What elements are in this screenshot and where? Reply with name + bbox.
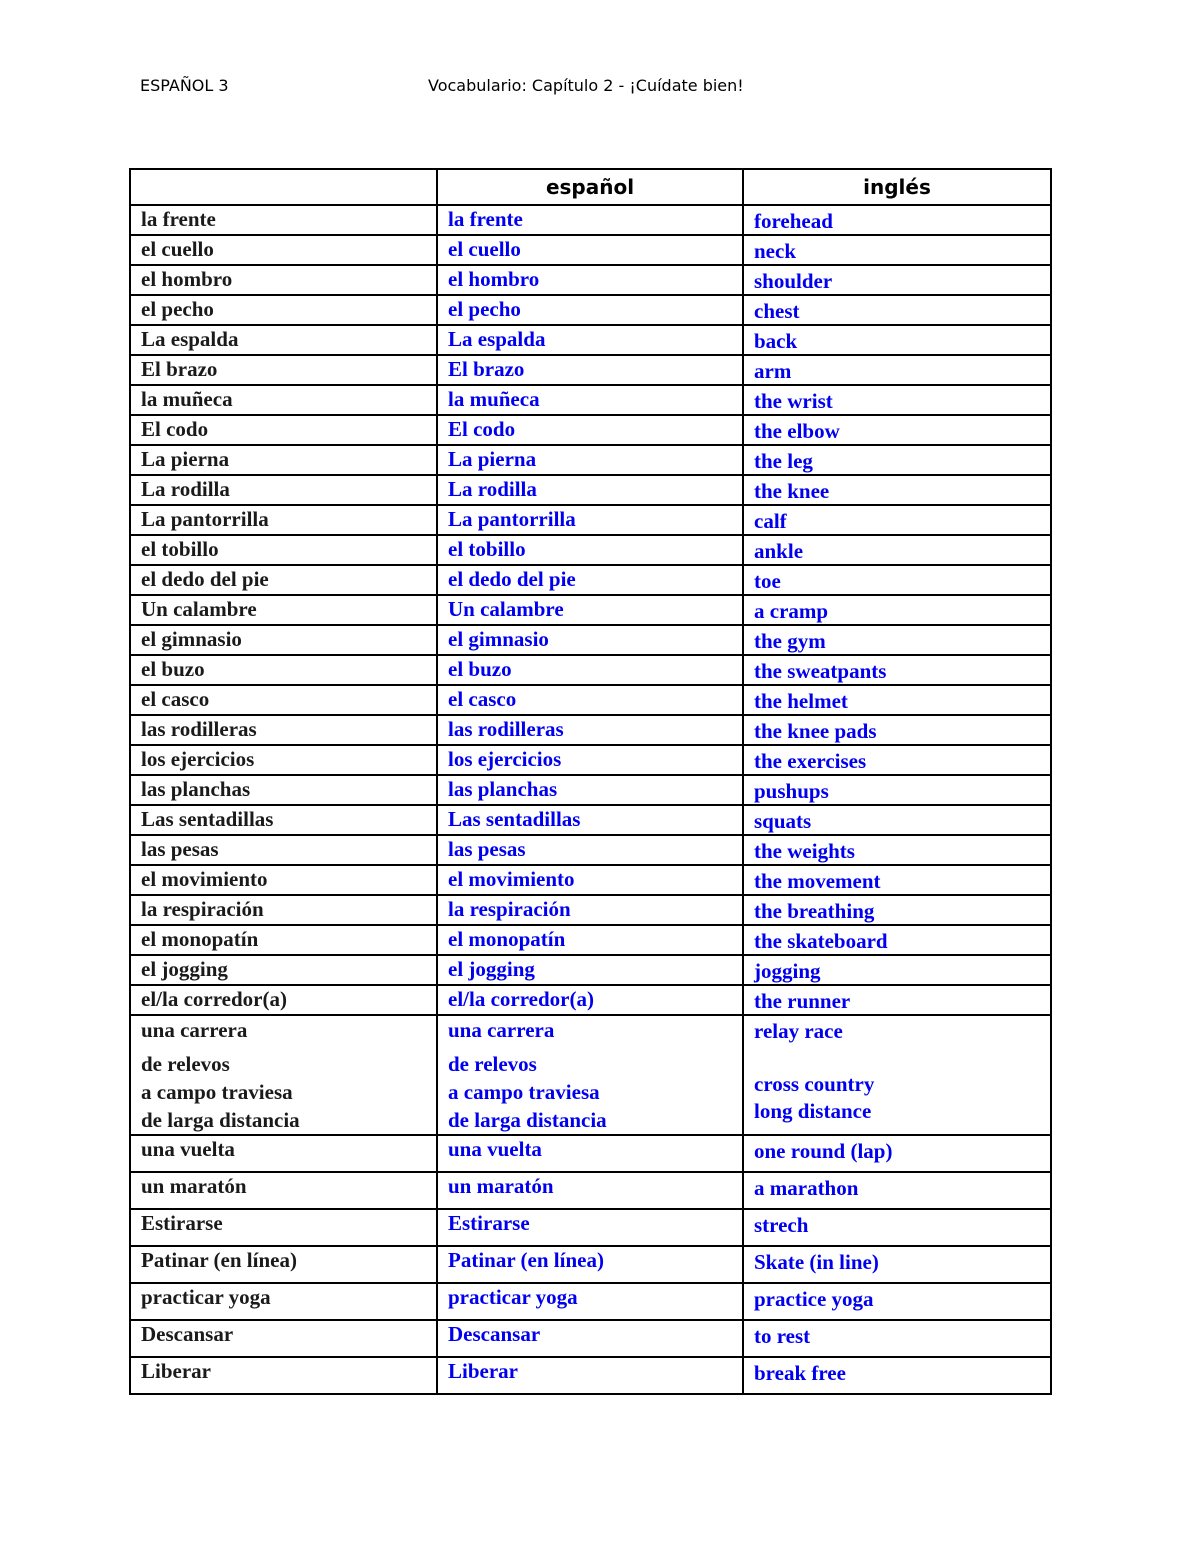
cell-term: el tobillo	[130, 535, 437, 565]
cell-english: the wrist	[743, 385, 1051, 415]
table-row	[130, 325, 1051, 355]
cell-spanish: La pantorrilla	[437, 505, 743, 535]
cell-english: Skate (in line)	[743, 1246, 1051, 1283]
table-row	[130, 955, 1051, 985]
table-row	[130, 415, 1051, 445]
cell-term: la respiración	[130, 895, 437, 925]
table-row	[130, 715, 1051, 745]
cell-english: squats	[743, 805, 1051, 835]
column-header-term	[130, 169, 437, 205]
table-row	[130, 565, 1051, 595]
cell-english: practice yoga	[743, 1283, 1051, 1320]
cell-spanish: las pesas	[437, 835, 743, 865]
cell-spanish: El brazo	[437, 355, 743, 385]
course-title: ESPAÑOL 3	[140, 76, 229, 95]
table-row	[130, 295, 1051, 325]
cell-english: calf	[743, 505, 1051, 535]
table-row	[130, 1246, 1051, 1283]
cell-spanish: un maratón	[437, 1172, 743, 1209]
cell-spanish: La pierna	[437, 445, 743, 475]
cell-english: the knee pads	[743, 715, 1051, 745]
cell-term: el movimiento	[130, 865, 437, 895]
race-english-line: cross country	[754, 1072, 875, 1096]
cell-spanish: el pecho	[437, 295, 743, 325]
table-row	[130, 805, 1051, 835]
cell-english: ankle	[743, 535, 1051, 565]
table-row-race	[130, 1015, 1051, 1135]
table-row	[130, 625, 1051, 655]
cell-term: El codo	[130, 415, 437, 445]
race-spanish-line: de relevos	[448, 1052, 537, 1076]
cell-term: el casco	[130, 685, 437, 715]
cell-term: la frente	[130, 205, 437, 235]
cell-english: back	[743, 325, 1051, 355]
race-english-line: long distance	[754, 1099, 872, 1123]
cell-term: La espalda	[130, 325, 437, 355]
cell-spanish: Las sentadillas	[437, 805, 743, 835]
cell-spanish: las planchas	[437, 775, 743, 805]
cell-term: El brazo	[130, 355, 437, 385]
table-row	[130, 895, 1051, 925]
column-header-spanish: español	[437, 169, 743, 205]
race-spanish-line: una carrera	[448, 1018, 555, 1042]
cell-term: Descansar	[130, 1320, 437, 1357]
cell-term: los ejercicios	[130, 745, 437, 775]
cell-spanish: una vuelta	[437, 1135, 743, 1172]
table-row	[130, 1283, 1051, 1320]
table-row	[130, 505, 1051, 535]
table-row	[130, 865, 1051, 895]
cell-english: shoulder	[743, 265, 1051, 295]
cell-term: el hombro	[130, 265, 437, 295]
cell-term: Estirarse	[130, 1209, 437, 1246]
cell-spanish: Estirarse	[437, 1209, 743, 1246]
table-row	[130, 595, 1051, 625]
page-header	[0, 72, 1200, 102]
cell-english: chest	[743, 295, 1051, 325]
cell-term: Liberar	[130, 1357, 437, 1394]
cell-term: La rodilla	[130, 475, 437, 505]
race-spanish-line: de larga distancia	[448, 1108, 607, 1132]
race-term-line: a campo traviesa	[141, 1080, 293, 1104]
column-header-english: inglés	[743, 169, 1051, 205]
cell-term: las pesas	[130, 835, 437, 865]
cell-term: La pierna	[130, 445, 437, 475]
race-term-line: una carrera	[141, 1018, 248, 1042]
document-title: Vocabulario: Capítulo 2 - ¡Cuídate bien!	[428, 76, 744, 95]
cell-term-race	[130, 1015, 437, 1135]
cell-english: pushups	[743, 775, 1051, 805]
cell-english: toe	[743, 565, 1051, 595]
cell-english: forehead	[743, 205, 1051, 235]
cell-spanish: practicar yoga	[437, 1283, 743, 1320]
table-row	[130, 835, 1051, 865]
cell-spanish: las rodilleras	[437, 715, 743, 745]
race-english-line: relay race	[754, 1019, 843, 1043]
cell-english: the sweatpants	[743, 655, 1051, 685]
cell-spanish: Liberar	[437, 1357, 743, 1394]
cell-english: the elbow	[743, 415, 1051, 445]
cell-english: the exercises	[743, 745, 1051, 775]
table-row	[130, 985, 1051, 1015]
cell-spanish: el cuello	[437, 235, 743, 265]
cell-english: a cramp	[743, 595, 1051, 625]
cell-spanish: el movimiento	[437, 865, 743, 895]
cell-spanish: el casco	[437, 685, 743, 715]
cell-term: Las sentadillas	[130, 805, 437, 835]
cell-english: the skateboard	[743, 925, 1051, 955]
table-row	[130, 385, 1051, 415]
cell-spanish: el monopatín	[437, 925, 743, 955]
cell-english: the gym	[743, 625, 1051, 655]
cell-term: un maratón	[130, 1172, 437, 1209]
table-row	[130, 475, 1051, 505]
cell-spanish: El codo	[437, 415, 743, 445]
table-header-row	[130, 169, 1051, 205]
cell-term: el monopatín	[130, 925, 437, 955]
cell-term: el pecho	[130, 295, 437, 325]
table-row	[130, 655, 1051, 685]
cell-english: arm	[743, 355, 1051, 385]
table-row	[130, 1209, 1051, 1246]
table-row	[130, 925, 1051, 955]
cell-spanish: Patinar (en línea)	[437, 1246, 743, 1283]
cell-spanish: el gimnasio	[437, 625, 743, 655]
cell-english: the leg	[743, 445, 1051, 475]
cell-spanish: la respiración	[437, 895, 743, 925]
race-spanish-line: a campo traviesa	[448, 1080, 600, 1104]
cell-term: el cuello	[130, 235, 437, 265]
cell-term: Patinar (en línea)	[130, 1246, 437, 1283]
cell-english: the movement	[743, 865, 1051, 895]
cell-spanish: el hombro	[437, 265, 743, 295]
cell-term: las rodilleras	[130, 715, 437, 745]
cell-term: el jogging	[130, 955, 437, 985]
cell-term: el buzo	[130, 655, 437, 685]
cell-english: neck	[743, 235, 1051, 265]
cell-spanish: el jogging	[437, 955, 743, 985]
race-term-line: de larga distancia	[141, 1108, 300, 1132]
cell-spanish: la muñeca	[437, 385, 743, 415]
cell-spanish: el tobillo	[437, 535, 743, 565]
cell-english: the helmet	[743, 685, 1051, 715]
cell-term: las planchas	[130, 775, 437, 805]
table-row	[130, 685, 1051, 715]
cell-term: una vuelta	[130, 1135, 437, 1172]
cell-english: to rest	[743, 1320, 1051, 1357]
table-row	[130, 1172, 1051, 1209]
table-row	[130, 1320, 1051, 1357]
cell-spanish: La espalda	[437, 325, 743, 355]
cell-spanish: el buzo	[437, 655, 743, 685]
table-row	[130, 445, 1051, 475]
cell-english: one round (lap)	[743, 1135, 1051, 1172]
cell-english: jogging	[743, 955, 1051, 985]
table-row	[130, 1135, 1051, 1172]
cell-term: el gimnasio	[130, 625, 437, 655]
cell-spanish: los ejercicios	[437, 745, 743, 775]
cell-spanish: el/la corredor(a)	[437, 985, 743, 1015]
cell-term: la muñeca	[130, 385, 437, 415]
cell-english: the knee	[743, 475, 1051, 505]
cell-spanish-race	[437, 1015, 743, 1135]
cell-term: Un calambre	[130, 595, 437, 625]
cell-english-race	[743, 1015, 1051, 1135]
cell-english: break free	[743, 1357, 1051, 1394]
cell-spanish: el dedo del pie	[437, 565, 743, 595]
cell-term: el/la corredor(a)	[130, 985, 437, 1015]
cell-english: a marathon	[743, 1172, 1051, 1209]
cell-spanish: la frente	[437, 205, 743, 235]
cell-english: the runner	[743, 985, 1051, 1015]
cell-english: the weights	[743, 835, 1051, 865]
table-row	[130, 235, 1051, 265]
table-row	[130, 205, 1051, 235]
table-row	[130, 355, 1051, 385]
cell-english: the breathing	[743, 895, 1051, 925]
cell-english: strech	[743, 1209, 1051, 1246]
table-row	[130, 535, 1051, 565]
cell-spanish: La rodilla	[437, 475, 743, 505]
table-row	[130, 265, 1051, 295]
table-row	[130, 775, 1051, 805]
cell-term: La pantorrilla	[130, 505, 437, 535]
table-row	[130, 745, 1051, 775]
table-row	[130, 1357, 1051, 1394]
cell-term: practicar yoga	[130, 1283, 437, 1320]
cell-spanish: Descansar	[437, 1320, 743, 1357]
cell-spanish: Un calambre	[437, 595, 743, 625]
race-term-line: de relevos	[141, 1052, 230, 1076]
vocabulary-table	[129, 168, 1052, 1395]
cell-term: el dedo del pie	[130, 565, 437, 595]
